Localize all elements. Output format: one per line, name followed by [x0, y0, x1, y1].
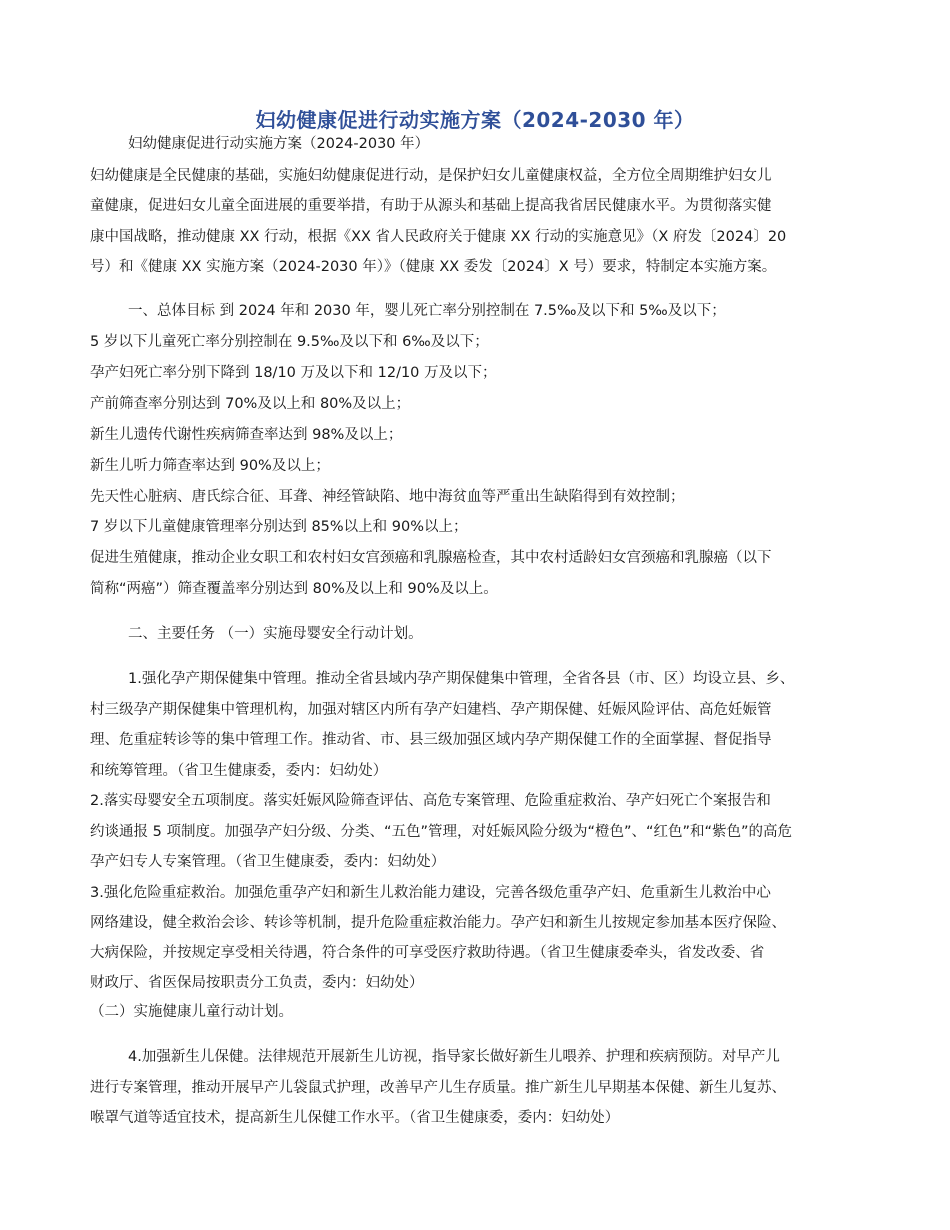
paragraph-line: 童健康，促进妇女儿童全面进展的重要举措，有助于从源头和基础上提高我省居民健康水平。为贯彻落实健: [90, 198, 772, 214]
paragraph-line: 妇幼健康是全民健康的基础，实施妇幼健康促进行动，是保护妇女儿童健康权益，全方位全周期维护妇女儿: [90, 168, 772, 184]
goal-line: 7 岁以下儿童健康管理率分别达到 85%以上和 90%以上；: [90, 519, 468, 535]
goal-line: 孕产妇死亡率分别下降到 18/10 万及以下和 12/10 万及以下；: [90, 365, 497, 381]
subtitle-line: 妇幼健康促进行动实施方案（2024-2030 年）: [128, 136, 430, 152]
document-title: 妇幼健康促进行动实施方案（2024-2030 年）: [255, 108, 695, 132]
goal-line: 新生儿听力筛查率达到 90%及以上；: [90, 458, 330, 474]
goal-line: 5 岁以下儿童死亡率分别控制在 9.5‰及以下和 6‰及以下；: [90, 334, 489, 350]
task-line: 约谈通报 5 项制度。加强孕产妇分级、分类、“五色”管理，对妊娠风险分级为“橙色”、“红色”和“紫色”的高危: [90, 824, 793, 840]
task-line: 财政厅、省医保局按职责分工负责，委内：妇幼处）: [90, 975, 424, 991]
paragraph-line: 康中国战略，推动健康 XX 行动，根据《XX 省人民政府关于健康 XX 行动的实施意见》（X 府发〔2024〕20: [90, 229, 787, 245]
goal-line: 产前筛查率分别达到 70%及以上和 80%及以上；: [90, 396, 411, 412]
section-heading-goals: 一、总体目标 到 2024 年和 2030 年，婴儿死亡率分别控制在 7.5‰及以下和 5‰及以下；: [128, 303, 726, 319]
task-line: 进行专案管理，推动开展早产儿袋鼠式护理，改善早产儿生存质量。推广新生儿早期基本保健、新生儿复苏、: [90, 1080, 786, 1096]
goal-line: 促进生殖健康，推动企业女职工和农村妇女宫颈癌和乳腺癌检查，其中农村适龄妇女宫颈癌和乳腺癌（以下: [90, 550, 772, 566]
task-line: 村三级孕产期保健集中管理机构，加强对辖区内所有孕产妇建档、孕产期保健、妊娠风险评估、高危妊娠管: [90, 702, 772, 718]
goal-line: 简称“两癌”）筛查覆盖率分别达到 80%及以上和 90%及以上。: [90, 581, 498, 597]
task-line: 喉罩气道等适宜技术，提高新生儿保健工作水平。（省卫生健康委，委内：妇幼处）: [90, 1110, 620, 1126]
paragraph-line: 号）和《健康 XX 实施方案（2024-2030 年）》（健康 XX 委发〔2024〕X 号）要求，特制定本实施方案。: [90, 259, 777, 275]
task-line: 网络建设，健全救治会诊、转诊等机制，提升危险重症救治能力。孕产妇和新生儿按规定参加基本医疗保险、: [90, 915, 786, 931]
task-line: 2.落实母婴安全五项制度。落实妊娠风险筛查评估、高危专案管理、危险重症救治、孕产妇死亡个案报告和: [90, 793, 771, 809]
section-heading-tasks: 二、主要任务 （一）实施母婴安全行动计划。: [128, 626, 423, 642]
task-line: 孕产妇专人专案管理。（省卫生健康委，委内：妇幼处）: [90, 854, 446, 870]
task-line: 和统筹管理。（省卫生健康委，委内：妇幼处）: [90, 763, 388, 779]
goal-line: 新生儿遗传代谢性疾病筛查率达到 98%及以上；: [90, 427, 403, 443]
task-line: 大病保险，并按规定享受相关待遇，符合条件的可享受医疗救助待遇。（省卫生健康委牵头，省发改委、省: [90, 945, 765, 961]
goal-line: 先天性心脏病、唐氏综合征、耳聋、神经管缺陷、地中海贫血等严重出生缺陷得到有效控制；: [90, 489, 685, 505]
task-line: 1.强化孕产期保健集中管理。推动全省县域内孕产期保健集中管理，全省各县（市、区）均设立县、乡、: [128, 671, 795, 687]
task-line: 3.强化危险重症救治。加强危重孕产妇和新生儿救治能力建设，完善各级危重孕产妇、危重新生儿救治中心: [90, 885, 771, 901]
task-line: 4.加强新生儿保健。法律规范开展新生儿访视，指导家长做好新生儿喂养、护理和疾病预防。对早产儿: [128, 1049, 780, 1065]
task-line: 理、危重症转诊等的集中管理工作。推动省、市、县三级加强区域内孕产期保健工作的全面掌握、督促指导: [90, 732, 772, 748]
subsection-heading: （二）实施健康儿童行动计划。: [90, 1004, 293, 1020]
